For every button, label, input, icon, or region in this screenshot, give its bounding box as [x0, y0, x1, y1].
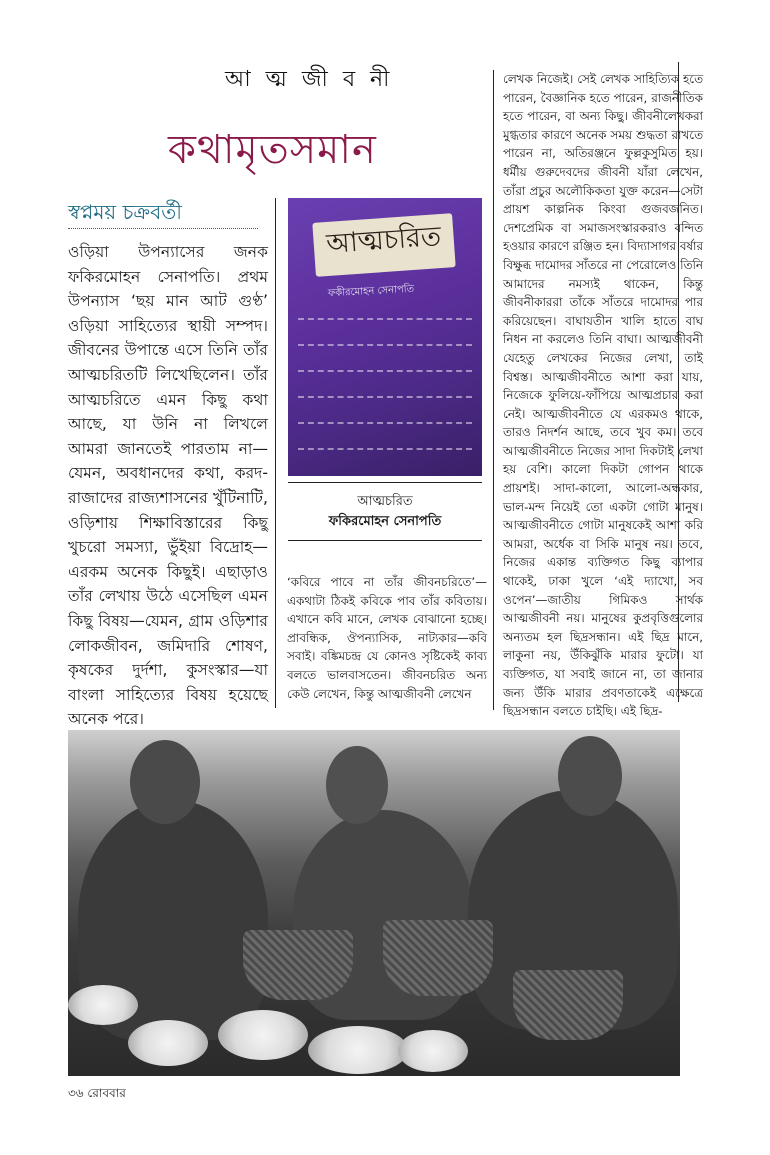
caption-divider-top [288, 482, 482, 483]
photo-flowers [128, 1020, 208, 1066]
photo-figure [326, 746, 388, 824]
cover-handwriting-line [298, 370, 472, 372]
column-divider-1 [275, 198, 276, 708]
caption-divider-bottom [288, 540, 482, 541]
column-2-text: ‘কবিরে পাবে না তাঁর জীবনচরিতে’—একথাটা ঠিকই কবিকে পাব তাঁর কবিতায়। এখানে কবি মানে, লেখক বোঝানো হচ্ছে। প্রাবন্ধিক, ঔপন্যাসিক, নাট্যকার—কবি সবাই। বঙ্কিমচন্দ্র যে কোনও সৃষ্টিকেই কাব্য বলতে ভালবাসতেন। জীবনচরিত অন্য কেউ লেখেন, কিন্তু আত্মজীবনী লেখেন [287, 575, 487, 701]
book-cover-title: আত্মচরিত [312, 213, 455, 277]
section-label: আ ত্ম জী ব নী [225, 67, 394, 92]
byline-divider [68, 228, 258, 229]
photo-flowers [218, 1010, 308, 1060]
author-byline: স্বপ্নময় চক্রবর্তী [68, 200, 182, 224]
column-divider-2 [493, 70, 494, 710]
caption-author: ফকিরমোহন সেনাপতি [328, 514, 442, 529]
photo-basket [513, 970, 623, 1040]
caption-label: আত্মচরিত [357, 494, 413, 509]
cover-handwriting-line [298, 396, 472, 398]
book-cover-image [288, 198, 482, 476]
column-1 [68, 240, 268, 732]
cover-handwriting-line [298, 318, 472, 320]
book-cover-subtitle: ফকীরমোহন সেনাপতি [327, 283, 415, 300]
column-3-text: লেখক নিজেই। সেই লেখক সাহিত্যিক হতে পারেন, বৈজ্ঞানিক হতে পারেন, রাজনীতিক হতে পারেন, বা অন্য কিছু। জীবনীলেখকরা মুগ্ধতার কারণে অনেক সময় শুদ্ধতা রাখতে পারেন না, অতিরঞ্জনে ফুল্লকুসুমিত হয়। ধর্মীয় গুরুদেবদের জীবনী যাঁরা লেখেন, তাঁরা প্রচুর অলৌকিকতা যুক্ত করেন—সেটা প্রায়শ কাল্পনিক কিংবা গুজবজনিত। দেশপ্রেমিক বা সমাজসংস্কারকরাও বন্দিত হওয়ার কারণে রঞ্জিত হন। বিদ্যাসাগর বর্ষার বিক্ষুব্ধ দামোদর সাঁতরে না পেরোলেও তিনি আমাদের নমস্যই থাকেন, কিন্তু জীবনীকাররা তাঁকে সাঁতরে দামোদর পার করিয়েছেন। বাঘাযতীন খালি হাতে বাঘ নিধন না করলেও তিনি বাঘা। আত্মজীবনী যেহেতু লেখকের নিজের লেখা, তাই বিশ্বস্ত। আত্মজীবনীতে আশা করা যায়, নিজেকে ফুলিয়ে-ফাঁপিয়ে আত্মপ্রচার করা নেই। আত্মজীবনীতে যে এরকমও থাকে, তারও নিদর্শন আছে, তবে খুব কম। তবে আত্মজীবনীতে নিজের সাদা দিকটাই লেখা হয় বেশি। কালো দিকটা গোপন থাকে প্রায়শই। সাদা-কালো, আলো-অন্ধকার, ভাল-মন্দ নিয়েই তো একটা গোটা মানুষ। আত্মজীবনীতে গোটা মানুষকেই আশা করি আমরা, অর্ধেক বা সিকি মানুষ নয়। তবে, নিজের একান্ত ব্যক্তিগত কিছু ব্যাপার থাকেই, ঢাকা খুলে ‘এই দ্যাখো, সব ওপেন’—জাতীয় গিমিকও সার্থক আত্মজীবনী নয়। মানুষের কুপ্রবৃত্তিগুলোর অন্যতম হল ছিদ্রসন্ধান। এই ছিদ্র মানে, লাকুনা নয়, উঁকিঝুঁকি মারার ফুটো। যা ব্যক্তিগত, যা সবাই জানে না, তা জানার জন্য উঁকি মারার প্রবণতাকেই এক্ষেত্রে ছিদ্রসন্ধান বলতে চাইছি। এই ছিদ্র- [503, 72, 703, 719]
cover-handwriting-line [298, 344, 472, 346]
photo-flowers [68, 985, 138, 1025]
page-footer: ৩৬ রোববার [68, 1086, 126, 1100]
photo-figure [130, 740, 200, 824]
photo-flowers [398, 1030, 468, 1072]
column-2 [287, 573, 487, 703]
column-1-text: ওড়িয়া উপন্যাসের জনক ফকিরমোহন সেনাপতি। প্রথম উপন্যাস ‘ছয় মান আট গুণ্ঠ’ ওড়িয়া সাহিত্যের স্থায়ী সম্পদ। জীবনের উপান্তে এসে তিনি তাঁর আত্মচরিতটি লিখেছিলেন। তাঁর আত্মচরিতে এমন কিছু কথা আছে, যা উনি না লিখলে আমরা জানতেই পারতাম না—যেমন, অবধানদের কথা, করদ-রাজাদের রাজ্যশাসনের খুঁটিনাটি, ওড়িশায় শিক্ষাবিস্তারের কিছু খুচরো সমস্যা, ভুঁইয়া বিদ্রোহ—এরকম অনেক কিছুই। এছাড়াও তাঁর লেখায় উঠে এসেছিল এমন কিছু বিষয়—যেমন, গ্রাম ওড়িশার লোকজীবন, জমিদারি শোষণ, কৃষকের দুর্দশা, কুসংস্কার—যা বাংলা সাহিত্যের বিষয় হয়েছে অনেক পরে। [68, 243, 268, 729]
photo-flowers [308, 1026, 408, 1074]
column-3 [503, 70, 703, 721]
market-women-photo [68, 730, 680, 1076]
photo-basket [383, 920, 493, 996]
photo-basket [243, 930, 353, 1000]
cover-handwriting-line [298, 448, 472, 450]
photo-figure [558, 736, 622, 816]
article-headline: কথামৃতসমান [168, 127, 377, 173]
cover-handwriting-line [298, 422, 472, 424]
